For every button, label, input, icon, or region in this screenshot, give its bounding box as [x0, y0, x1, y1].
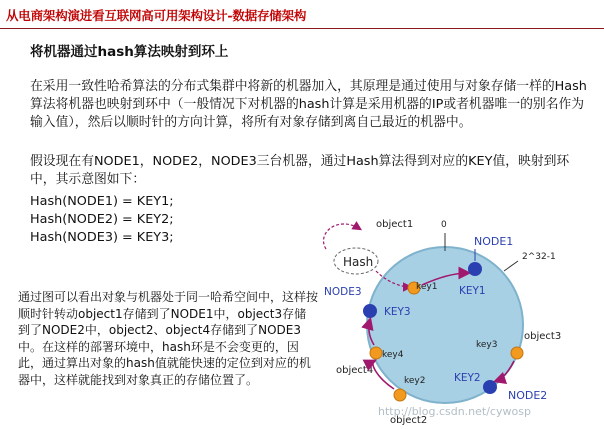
key2-label: key2 [404, 376, 426, 386]
header-divider [0, 28, 604, 29]
object1-label: object1 [376, 219, 414, 230]
header-title: 从电商架构演进看互联网高可用架构设计-数据存储架构 [6, 8, 307, 23]
watermark: http://blog.csdn.net/cywosp [378, 405, 531, 418]
node2-label: NODE2 [508, 389, 548, 402]
object2-label: object2 [390, 415, 428, 426]
equation-node2: Hash(NODE2) = KEY2; [30, 212, 174, 227]
paragraph-principle: 在采用一致性哈希算法的分布式集群中将新的机器加入，其原理是通过使用与对象存储一样的Hash算法将机器也映射到环中（一般情况下对机器的hash计算是采用机器的IP或者机器唯一的别名作为输入值），然后以顺时针的方向计算，将所有对象存储到离自己最近的机器中。 [30, 79, 587, 130]
key3-node-label: KEY3 [384, 306, 411, 318]
hash-label: Hash [343, 255, 374, 269]
object4-point [370, 347, 382, 359]
node2-point [483, 380, 497, 394]
key3-object-label: key3 [476, 340, 498, 350]
key4-label: key4 [382, 350, 404, 360]
hash-ring-diagram [318, 205, 604, 429]
header [0, 0, 604, 30]
object3-point [511, 347, 523, 359]
slide-title: 将机器通过hash算法映射到环上 [30, 44, 229, 60]
node1-label: NODE1 [474, 235, 514, 248]
node3-point [363, 304, 377, 318]
key1-label: key1 [416, 282, 438, 292]
object2-point [394, 389, 406, 401]
max-label: 2^32-1 [522, 252, 556, 262]
key2-node-label: KEY2 [454, 372, 481, 384]
equation-node3: Hash(NODE3) = KEY3; [30, 230, 174, 245]
hash-arrow-in [324, 224, 360, 249]
object3-label: object3 [524, 331, 562, 342]
node1-point [468, 262, 482, 276]
key1-node-label: KEY1 [459, 285, 486, 297]
node3-label: NODE3 [324, 286, 362, 298]
max-pointer [504, 261, 518, 271]
explanation-note: 通过图可以看出对象与机器处于同一哈希空间中，这样按顺时针转动object1存储到了NODE1中，object3存储到了NODE2中，object2、object4存储到了NODE3中。在这样的部署环境中，hash环是不会变更的，因此，通过算出对象的hash值就能快速的定位到对应的机器中，这样就能找到对象真正的存储位置了。 [18, 290, 319, 387]
paragraph-example: 假设现在有NODE1，NODE2，NODE3三台机器，通过Hash算法得到对应的KEY值，映射到环中，其示意图如下： [30, 154, 570, 187]
object4-label: object4 [336, 365, 374, 376]
zero-label: 0 [441, 220, 447, 230]
equation-node1: Hash(NODE1) = KEY1; [30, 194, 174, 209]
